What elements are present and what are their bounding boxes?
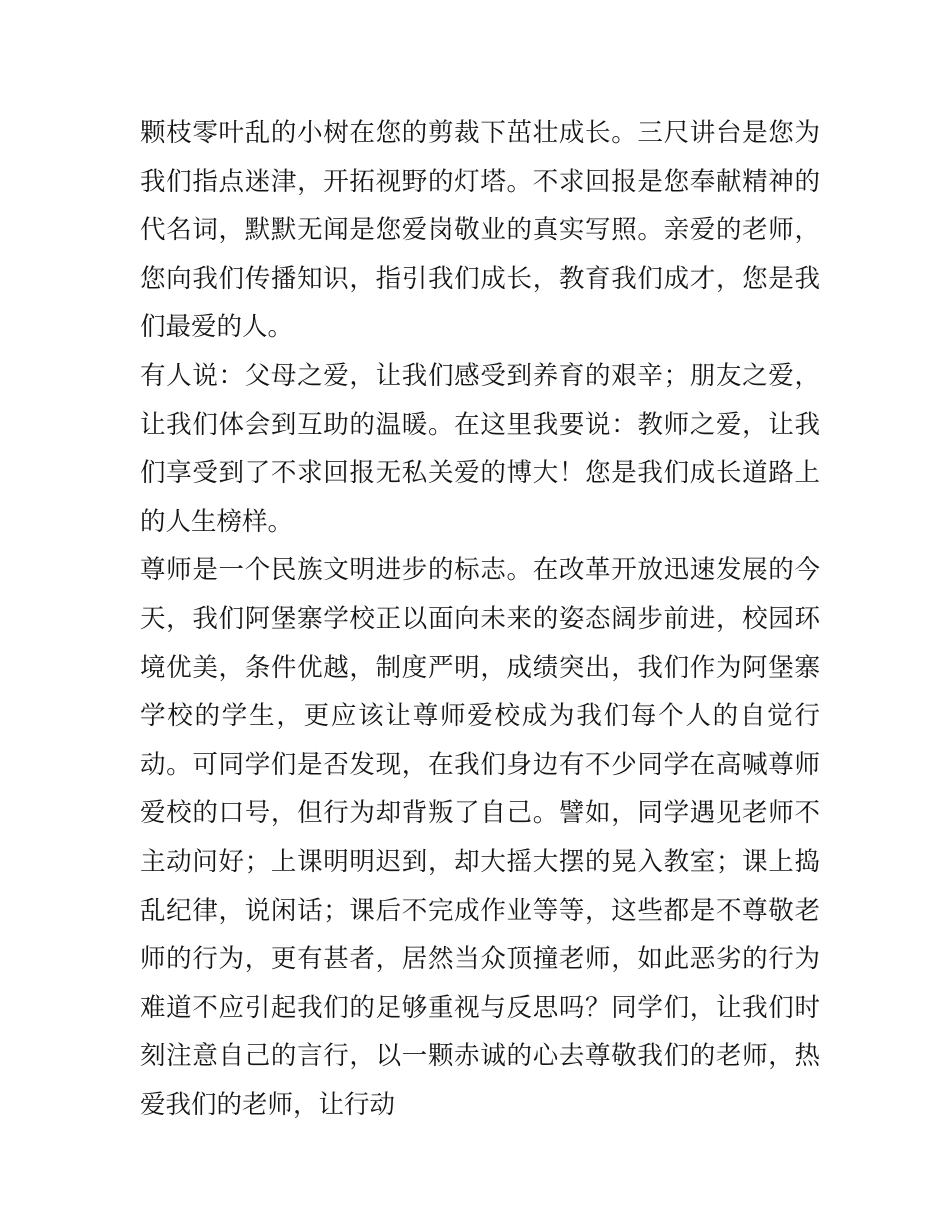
paragraph-1: 颗枝零叶乱的小树在您的剪裁下茁壮成长。三尺讲台是您为我们指点迷津，开拓视野的灯塔。不求回报是您奉献精神的代名词，默默无闻是您爱岗敬业的真实写照。亲爱的老师，您向我们传播知识，指引我们成长，教育我们成才，您是我们最爱的人。 <box>140 118 820 343</box>
document-body <box>140 109 820 1129</box>
paragraph-3: 尊师是一个民族文明进步的标志。在改革开放迅速发展的今天，我们阿堡寨学校正以面向未来的姿态阔步前进，校园环境优美，条件优越，制度严明，成绩突出，我们作为阿堡寨学校的学生，更应该让尊师爱校成为我们每个人的自觉行动。可同学们是否发现，在我们身边有不少同学在高喊尊师爱校的口号，但行为却背叛了自己。譬如，同学遇见老师不主动问好；上课明明迟到，却大摇大摆的晃入教室；课上捣乱纪律，说闲话；课后不完成作业等等，这些都是不尊敬老师的行为，更有甚者，居然当众顶撞老师，如此恶劣的行为难道不应引起我们的足够重视与反思吗？同学们，让我们时刻注意自己的言行，以一颗赤诚的心去尊敬我们的老师，热爱我们的老师，让行动 <box>140 555 820 1120</box>
paragraph-2: 有人说：父母之爱，让我们感受到养育的艰辛；朋友之爱，让我们体会到互助的温暖。在这里我要说：教师之爱，让我们享受到了不求回报无私关爱的博大！您是我们成长道路上的人生榜样。 <box>140 360 820 537</box>
